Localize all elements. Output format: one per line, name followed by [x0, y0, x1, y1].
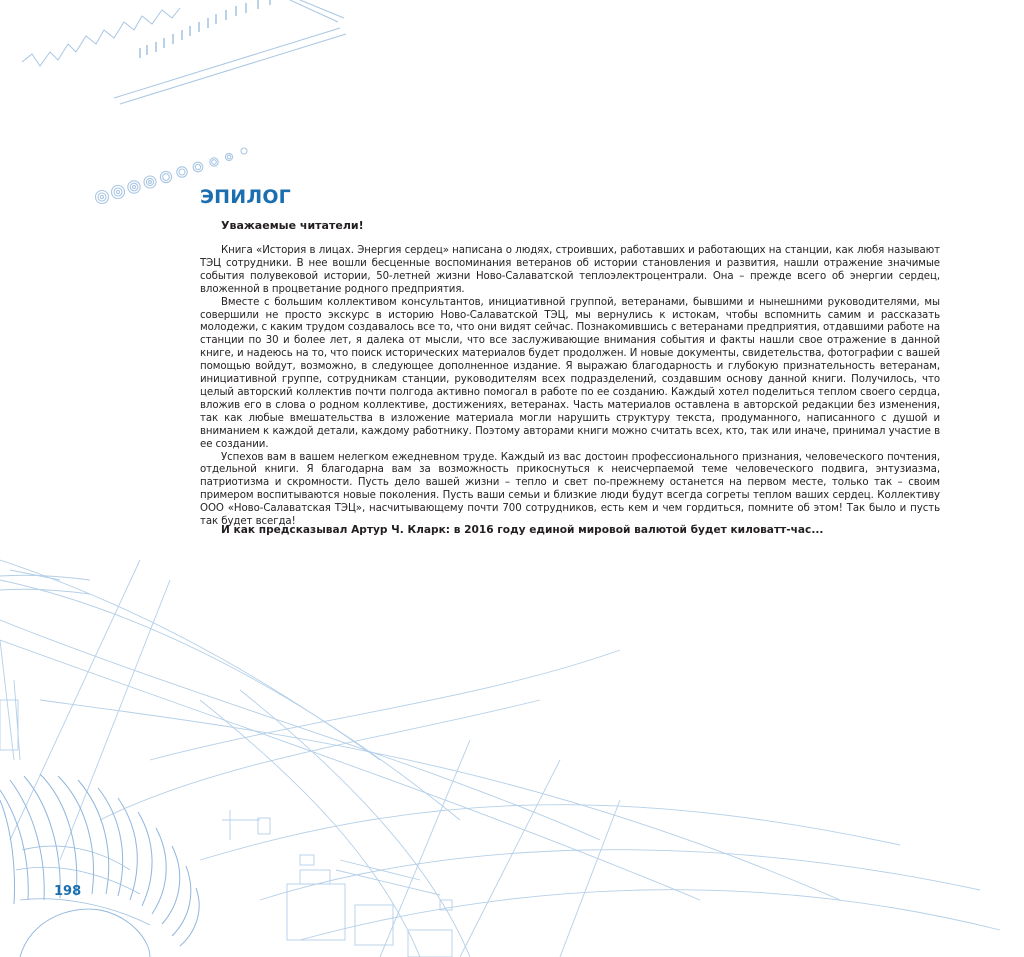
page-title: ЭПИЛОГ	[200, 186, 291, 208]
greeting: Уважаемые читатели!	[221, 219, 364, 232]
page-number: 198	[54, 884, 82, 899]
paragraph-1: Книга «История в лицах. Энергия сердец» написана о людях, строивших, работавших и работающих на станции, как любя называют ТЭЦ сотрудники. В нее вошли бесценные воспоминания ветеранов об истории становления и развития, нашли отражение значимые события полувековой истории, 50-летней жизни Ново-Салаватской теплоэлектроцентрали. Она – прежде всего об энергии сердец, вложенной в процветание родного предприятия.	[200, 245, 940, 295]
closing-quote: И как предсказывал Артур Ч. Кларк: в 2016 году единой мировой валютой будет киловатт-час...	[221, 524, 824, 536]
body-text	[200, 245, 940, 529]
paragraph-2: Вместе с большим коллективом консультантов, инициативной группой, ветеранами, бывшими и нынешними руководителями, мы совершили не просто экскурс в историю Ново-Салаватской ТЭЦ, мы вернулись к истокам, чтобы вспомнить самим и рассказать молодежи, с каким трудом создавалось все то, что они видят сейчас. Познакомившись с ветеранами предприятия, отдавшими работе на станции по 30 и более лет, я далека от мысли, что все заслуживающие внимания события и факты нашли свое отражение в данной книге, и надеюсь на то, что поиск исторических материалов будет продолжен. И новые документы, свидетельства, фотографии с вашей помощью войдут, возможно, в следующее дополненное издание. Я выражаю благодарность и глубокую признательность ветеранам, инициативной группе, сотрудникам станции, руководителям всех подразделений, создавшим основу данной книги. Получилось, что целый авторский коллектив почти полгода активно помогал в работе по ее созданию. Каждый хотел поделиться теплом своего сердца, вложив его в слова о родном коллективе, достижениях, ветеранах. Часть материалов оставлена в авторской редакции без изменения, так как любые вмешательства в изложение материала могли нарушить структуру текста, продуманного, написанного с душой и вниманием к каждой детали, каждому работнику. Поэтому авторами книги можно считать всех, кто, так или иначе, принимал участие в ее создании.	[200, 296, 940, 450]
paragraph-3: Успехов вам в вашем нелегком ежедневном труде. Каждый из вас достоин профессионального признания, человеческого почтения, отдельной книги. Я благодарна вам за возможность прикоснуться к неисчерпаемой теме человеческого подвига, энтузиазма, патриотизма и скромности. Пусть дело вашей жизни – тепло и свет по-прежнему останется на первом месте, только так – своим примером воспитываются новые поколения. Пусть ваши семьи и близкие люди будут всегда согреты теплом ваших сердец. Коллективу ООО «Ново-Салаватская ТЭЦ», насчитывающему почти 700 сотрудников, есть кем и чем гордиться, помните об этом! Так было и пусть так будет всегда!	[200, 451, 940, 528]
